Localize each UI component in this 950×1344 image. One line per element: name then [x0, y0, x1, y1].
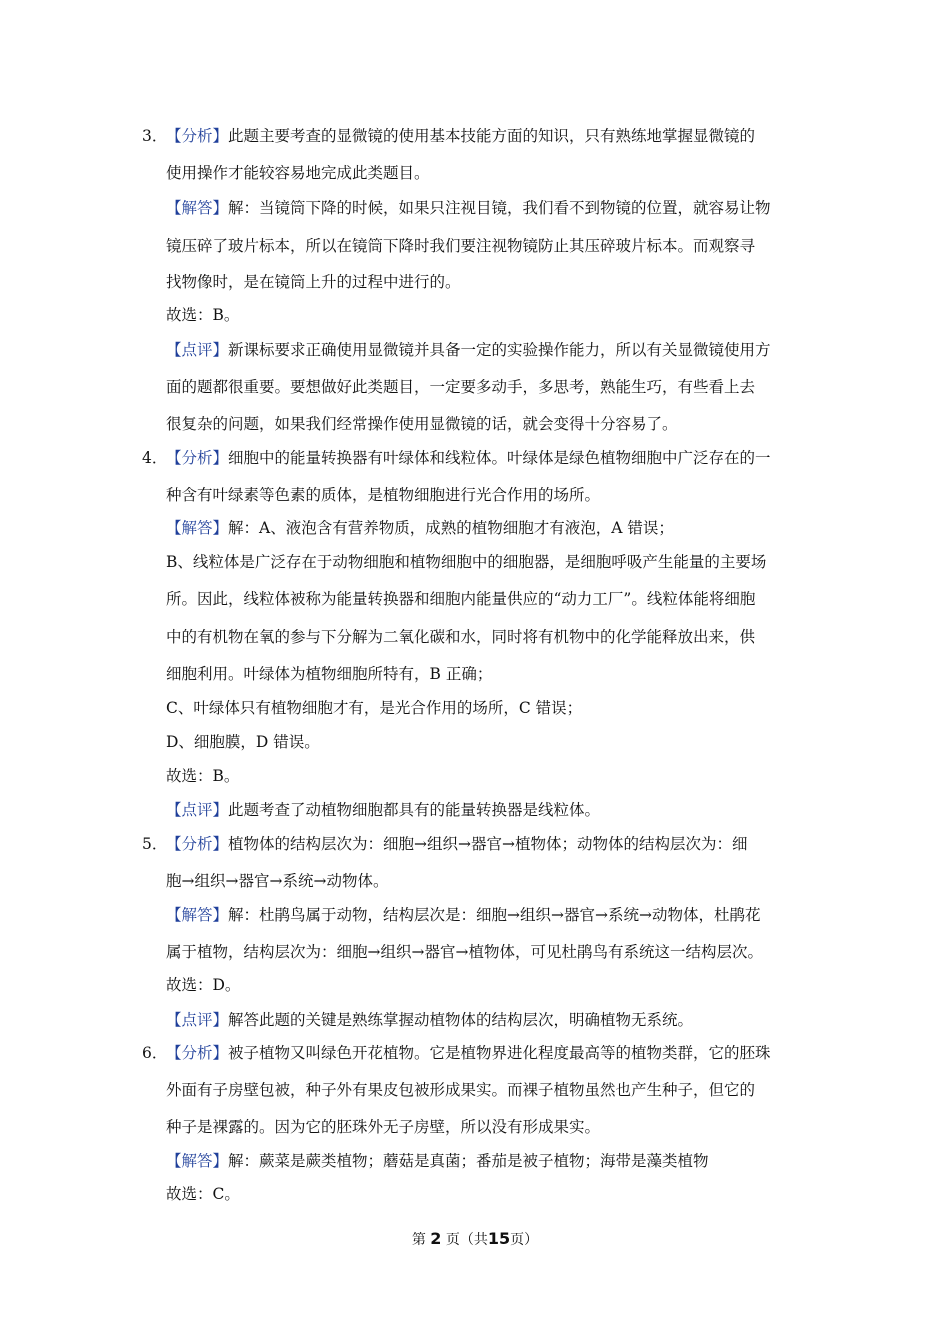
q6-analysis-line-1: 6． 【分析】被子植物又叫绿色开花植物。它是植物界进化程度最高等的植物类群，它的胚珠: [166, 1041, 816, 1065]
q3-comment-line-3: 很复杂的问题，如果我们经常操作使用显微镜的话，就会变得十分容易了。: [166, 415, 678, 433]
q5-answer-tag: 【解答】: [166, 906, 229, 924]
q6-number: 6．: [142, 1044, 168, 1062]
q4-answer-line-5: 细胞利用。叶绿体为植物细胞所特有，B 正确；: [166, 665, 493, 683]
q3-answer-tag: 【解答】: [166, 199, 229, 217]
q4-answer-tag: 【解答】: [166, 519, 229, 537]
q5-number: 5．: [142, 835, 168, 853]
q4-answer-line-3: 所。因此，线粒体被称为能量转换器和细胞内能量供应的“动力工厂”。线粒体能将细胞: [166, 590, 756, 608]
q4-comment-line-1: 【点评】此题考查了动植物细胞都具有的能量转换器是线粒体。: [166, 801, 601, 819]
total-page-count: 15: [487, 1229, 511, 1248]
q3-answer-line-1: 【解答】解：当镜筒下降的时候，如果只注视目镜，我们看不到物镜的位置，就容易让物: [166, 199, 771, 217]
q4-answer-line-6: C、叶绿体只有植物细胞才有，是光合作用的场所，C 错误；: [166, 699, 583, 717]
q6-analysis-line-3: 种子是裸露的。因为它的胚珠外无子房壁，所以没有形成果实。: [166, 1118, 601, 1136]
q5-analysis-line-2: 胞→组织→器官→系统→动物体。: [166, 872, 389, 890]
q3-comment-tag: 【点评】: [166, 341, 229, 359]
q4-analysis-tag: 【分析】: [166, 449, 229, 467]
page-footer: 第 2 页（共15页）: [411, 1229, 539, 1248]
q6-analysis-tag: 【分析】: [166, 1044, 229, 1062]
q5-comment-tag: 【点评】: [166, 1011, 229, 1029]
q4-answer-line-8: 故选：B。: [166, 767, 240, 785]
q5-answer-line-1: 【解答】解：杜鹃鸟属于动物，结构层次是：细胞→组织→器官→系统→动物体，杜鹃花: [166, 906, 761, 924]
q3-analysis-tag: 【分析】: [166, 127, 229, 145]
q4-analysis-line-2: 种含有叶绿素等色素的质体，是植物细胞进行光合作用的场所。: [166, 486, 601, 504]
q5-analysis-tag: 【分析】: [166, 835, 229, 853]
q6-answer-line-2: 故选：C。: [166, 1185, 240, 1203]
q3-answer-line-4: 故选：B。: [166, 306, 240, 324]
q5-answer-line-2: 属于植物，结构层次为：细胞→组织→器官→植物体，可见杜鹃鸟有系统这一结构层次。: [166, 943, 763, 961]
q4-number: 4．: [142, 449, 168, 467]
q3-number: 3．: [142, 127, 168, 145]
q4-comment-tag: 【点评】: [166, 801, 229, 819]
q5-answer-line-3: 故选：D。: [166, 976, 241, 994]
q4-answer-line-4: 中的有机物在氧的参与下分解为二氧化碳和水，同时将有机物中的化学能释放出来，供: [166, 628, 756, 646]
q5-analysis-line-1: 5． 【分析】植物体的结构层次为：细胞→组织→器官→植物体；动物体的结构层次为：细: [166, 832, 816, 856]
q3-analysis-line-2: 使用操作才能较容易地完成此类题目。: [166, 164, 430, 182]
q6-answer-line-1: 【解答】解：蕨菜是蕨类植物；蘑菇是真菌；番茄是被子植物；海带是藻类植物: [166, 1152, 709, 1170]
q4-answer-line-1: 【解答】解：A、液泡含有营养物质，成熟的植物细胞才有液泡，A 错误；: [166, 519, 674, 537]
q3-answer-line-2: 镜压碎了玻片标本，所以在镜筒下降时我们要注视物镜防止其压碎玻片标本。而观察寻: [166, 237, 756, 255]
q3-answer-line-3: 找物像时，是在镜筒上升的过程中进行的。: [166, 273, 461, 291]
q4-answer-line-7: D、细胞膜，D 错误。: [166, 733, 320, 751]
q3-comment-line-1: 【点评】新课标要求正确使用显微镜并具备一定的实验操作能力，所以有关显微镜使用方: [166, 341, 771, 359]
q4-answer-line-2: B、线粒体是广泛存在于动物细胞和植物细胞中的细胞器，是细胞呼吸产生能量的主要场: [166, 553, 767, 571]
q3-analysis-line-1: 3． 【分析】此题主要考查的显微镜的使用基本技能方面的知识，只有熟练地掌握显微镜的: [166, 124, 816, 148]
q6-answer-tag: 【解答】: [166, 1152, 229, 1170]
q5-comment-line-1: 【点评】解答此题的关键是熟练掌握动植物体的结构层次，明确植物无系统。: [166, 1011, 694, 1029]
q3-comment-line-2: 面的题都很重要。要想做好此类题目，一定要多动手，多思考，熟能生巧，有些看上去: [166, 378, 756, 396]
q4-analysis-line-1: 4． 【分析】细胞中的能量转换器有叶绿体和线粒体。叶绿体是绿色植物细胞中广泛存在的一: [166, 446, 816, 470]
current-page-number: 2: [430, 1229, 442, 1248]
q6-analysis-line-2: 外面有子房壁包被，种子外有果皮包被形成果实。而裸子植物虽然也产生种子，但它的: [166, 1081, 756, 1099]
